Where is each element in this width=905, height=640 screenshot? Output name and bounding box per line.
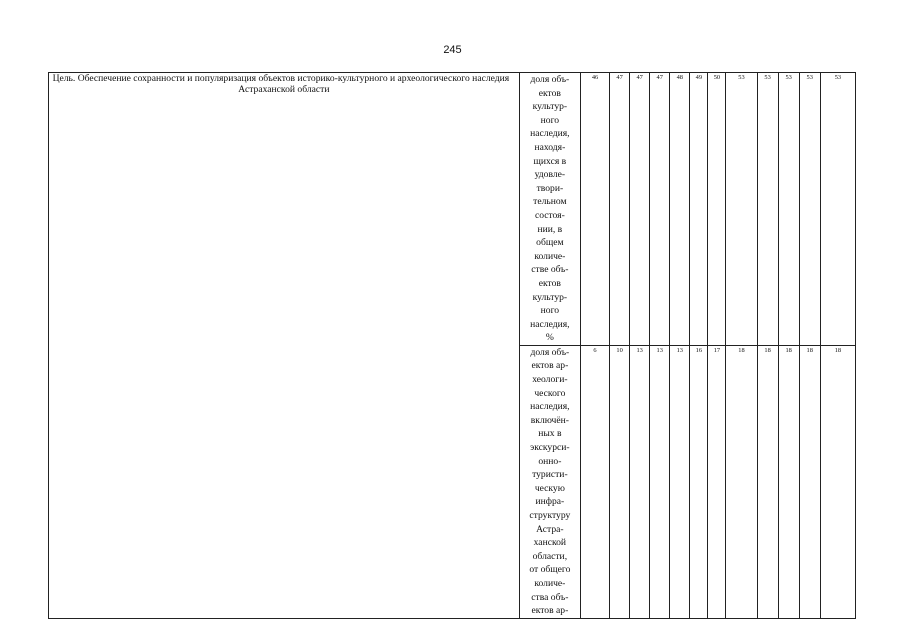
- indicator-line: структуру: [529, 510, 571, 521]
- indicator-line: тельном: [533, 196, 567, 208]
- value-cell: 16: [690, 345, 708, 618]
- value-cell: 13: [670, 345, 690, 618]
- value-cell: 6: [580, 345, 609, 618]
- indicator-line: состоя-: [534, 209, 565, 221]
- indicator-line: ного: [540, 114, 560, 126]
- value-cell: 13: [630, 345, 650, 618]
- value-cell: 48: [670, 73, 690, 346]
- value-cell: 47: [650, 73, 670, 346]
- indicator-line: ханской: [533, 537, 567, 549]
- value-cell: 47: [630, 73, 650, 346]
- indicator-line: от общего: [529, 564, 571, 576]
- value-cell: 13: [650, 345, 670, 618]
- indicator-name-cell: [519, 345, 580, 618]
- indicator-line: ектов ар-: [531, 360, 569, 372]
- value-cell: 10: [610, 345, 630, 618]
- value-cell: 53: [726, 73, 757, 346]
- indicator-line: экскурси-: [530, 442, 570, 454]
- page-number: 245: [443, 44, 462, 56]
- indicator-line: количе-: [534, 577, 566, 589]
- value-cell: 17: [708, 345, 726, 618]
- indicator-line: нии, в: [537, 223, 563, 235]
- value-cell: 46: [580, 73, 609, 346]
- indicator-line: ства объ-: [531, 591, 569, 603]
- indicator-line: Астра-: [536, 523, 564, 535]
- value-cell: 47: [610, 73, 630, 346]
- value-cell: 18: [757, 345, 778, 618]
- indicator-line: удовле-: [534, 169, 566, 181]
- indicator-line: щихся в: [533, 155, 567, 167]
- indicator-line: ектов: [538, 87, 561, 99]
- indicator-line: доля объ-: [530, 346, 570, 358]
- value-cell: 18: [820, 345, 855, 618]
- indicator-line: туристи-: [532, 469, 568, 481]
- value-cell: 53: [820, 73, 855, 346]
- indicator-line: наследия,: [530, 128, 570, 140]
- indicator-line: культур-: [532, 101, 568, 113]
- value-cell: 49: [690, 73, 708, 346]
- value-cell: 53: [757, 73, 778, 346]
- indicator-line: ектов ар-: [531, 605, 569, 617]
- indicator-line: ного: [540, 305, 560, 317]
- indicator-line: ектов: [538, 277, 561, 289]
- indicator-line: количе-: [534, 250, 566, 262]
- indicator-line: доля объ-: [530, 74, 570, 85]
- indicator-line: наследия,: [530, 401, 570, 413]
- indicators-table: [48, 72, 856, 619]
- indicator-line: включён-: [530, 414, 569, 426]
- indicator-line: %: [545, 332, 554, 344]
- indicator-line: культур-: [532, 291, 568, 303]
- indicator-line: находя-: [534, 141, 566, 153]
- indicator-line: твори-: [536, 182, 564, 194]
- indicator-line: онно-: [538, 455, 562, 467]
- value-cell: 18: [726, 345, 757, 618]
- value-cell: 53: [799, 73, 820, 346]
- indicator-line: общем: [536, 237, 564, 249]
- value-cell: 18: [799, 345, 820, 618]
- indicator-line: инфра-: [535, 496, 565, 508]
- goal-cell: Цель. Обеспечение сохранности и популяризация объектов историко-культурного и археологического наследия Астраханской области: [49, 73, 520, 619]
- indicator-line: области,: [532, 550, 568, 562]
- value-cell: 53: [778, 73, 799, 346]
- indicator-line: ческого: [534, 387, 566, 399]
- table-row: [49, 73, 856, 346]
- value-cell: 18: [778, 345, 799, 618]
- indicator-line: хеологи-: [532, 374, 568, 386]
- indicator-line: ных в: [538, 428, 562, 440]
- indicator-line: наследия,: [530, 318, 570, 330]
- indicator-name-cell: [519, 73, 580, 346]
- value-cell: 50: [708, 73, 726, 346]
- indicator-line: стве объ-: [531, 264, 569, 276]
- indicator-line: ческую: [534, 482, 565, 494]
